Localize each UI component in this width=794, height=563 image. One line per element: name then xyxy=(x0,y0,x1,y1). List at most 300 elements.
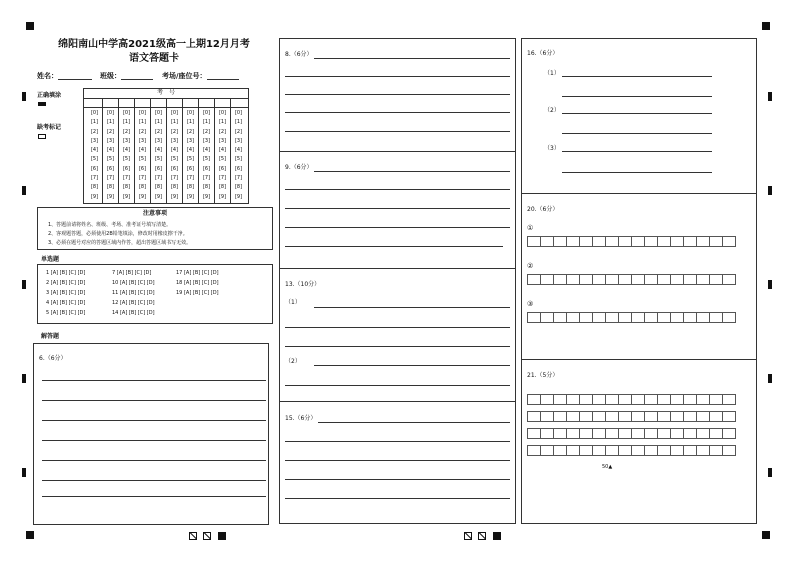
writing-cell[interactable] xyxy=(709,312,723,323)
writing-cell[interactable] xyxy=(618,274,632,285)
absent-mark-box[interactable] xyxy=(38,134,46,139)
exam-digit-bubble[interactable]: [0] xyxy=(170,110,179,116)
exam-digit-bubble[interactable]: [4] xyxy=(154,147,163,154)
writing-cell[interactable] xyxy=(709,428,723,439)
exam-digit-bubble[interactable]: [3] xyxy=(106,137,115,144)
answer-line[interactable] xyxy=(285,498,510,499)
writing-cell[interactable] xyxy=(527,428,541,439)
writing-cell[interactable] xyxy=(579,274,593,285)
writing-cell[interactable] xyxy=(527,411,541,422)
exam-digit-column[interactable] xyxy=(153,109,164,202)
writing-cell[interactable] xyxy=(527,274,541,285)
writing-cell[interactable] xyxy=(618,411,632,422)
writing-cell[interactable] xyxy=(618,428,632,439)
writing-cell[interactable] xyxy=(657,394,671,405)
exam-digit-bubble[interactable]: [0] xyxy=(138,110,147,116)
choice-item[interactable]: 4 [A] [B] [C] [D] xyxy=(46,300,86,306)
writing-cell[interactable] xyxy=(605,394,619,405)
writing-cell[interactable] xyxy=(540,236,554,247)
single-choice-rows[interactable] xyxy=(46,270,271,322)
exam-digit-bubble[interactable]: [4] xyxy=(234,147,243,154)
single-choice-label: 单选题 xyxy=(41,256,60,263)
exam-digit-bubble[interactable]: [8] xyxy=(202,184,211,191)
answer-line[interactable] xyxy=(285,94,510,95)
answer-line[interactable] xyxy=(285,227,510,228)
writing-cell[interactable] xyxy=(683,428,697,439)
exam-digit-bubble[interactable]: [5] xyxy=(90,156,99,163)
writing-cell[interactable] xyxy=(566,411,580,422)
exam-digit-bubble[interactable]: [9] xyxy=(186,193,195,200)
exam-digit-bubble[interactable]: [4] xyxy=(186,147,195,154)
exam-digit-bubble[interactable]: [3] xyxy=(234,137,243,144)
writing-cell[interactable] xyxy=(540,312,554,323)
exam-digit-bubble[interactable]: [1] xyxy=(154,119,163,126)
timing-mark xyxy=(768,468,772,477)
writing-cell[interactable] xyxy=(605,236,619,247)
exam-digit-bubble[interactable]: [7] xyxy=(106,175,115,182)
exam-digit-bubble[interactable]: [7] xyxy=(154,175,163,182)
exam-digit-bubble[interactable]: [1] xyxy=(218,119,227,126)
exam-digit-bubble[interactable]: [9] xyxy=(234,193,243,200)
exam-digit-bubble[interactable]: [5] xyxy=(122,156,131,163)
writing-cell[interactable] xyxy=(553,274,567,285)
exam-digit-bubble[interactable]: [3] xyxy=(170,137,179,144)
q20-grid-3[interactable] xyxy=(527,312,735,323)
writing-cell[interactable] xyxy=(670,445,684,456)
writing-cell[interactable] xyxy=(540,445,554,456)
exam-digit-bubble[interactable]: [3] xyxy=(186,137,195,144)
exam-digit-bubble[interactable]: [1] xyxy=(170,119,179,126)
writing-cell[interactable] xyxy=(605,428,619,439)
writing-cell[interactable] xyxy=(566,312,580,323)
writing-cell[interactable] xyxy=(553,394,567,405)
exam-digit-bubble[interactable]: [7] xyxy=(218,175,227,182)
class-field[interactable] xyxy=(100,72,153,80)
q21-grid-row[interactable] xyxy=(527,445,735,456)
exam-digit-bubble[interactable]: [5] xyxy=(154,156,163,163)
writing-cell[interactable] xyxy=(527,312,541,323)
writing-cell[interactable] xyxy=(540,428,554,439)
exam-digit-column[interactable] xyxy=(121,109,132,202)
grid-divider xyxy=(166,98,167,203)
exam-digit-bubble[interactable]: [7] xyxy=(122,175,131,182)
writing-cell[interactable] xyxy=(592,274,606,285)
exam-number-bubbles[interactable] xyxy=(84,109,248,203)
writing-cell[interactable] xyxy=(566,445,580,456)
exam-digit-bubble[interactable]: [6] xyxy=(234,165,243,172)
writing-cell[interactable] xyxy=(709,411,723,422)
writing-cell[interactable] xyxy=(553,445,567,456)
exam-digit-bubble[interactable]: [4] xyxy=(106,147,115,154)
exam-digit-bubble[interactable]: [3] xyxy=(154,137,163,144)
writing-cell[interactable] xyxy=(553,236,567,247)
writing-cell[interactable] xyxy=(657,411,671,422)
writing-cell[interactable] xyxy=(722,274,736,285)
exam-digit-bubble[interactable]: [8] xyxy=(90,184,99,191)
answer-line[interactable] xyxy=(314,307,510,308)
answer-line[interactable] xyxy=(285,208,510,209)
writing-cell[interactable] xyxy=(670,394,684,405)
middle-column[interactable] xyxy=(279,38,516,524)
answer-line[interactable] xyxy=(285,131,510,132)
exam-digit-bubble[interactable]: [1] xyxy=(202,119,211,126)
writing-cell[interactable] xyxy=(579,411,593,422)
answer-line[interactable] xyxy=(562,151,712,152)
answer-line[interactable] xyxy=(562,113,712,114)
writing-cell[interactable] xyxy=(722,445,736,456)
exam-digit-bubble[interactable]: [9] xyxy=(138,193,147,200)
writing-cell[interactable] xyxy=(605,312,619,323)
answer-line[interactable] xyxy=(285,246,503,247)
writing-cell[interactable] xyxy=(657,428,671,439)
answer-line[interactable] xyxy=(285,460,510,461)
exam-digit-bubble[interactable]: [6] xyxy=(202,165,211,172)
writing-cell[interactable] xyxy=(579,394,593,405)
exam-digit-bubble[interactable]: [0] xyxy=(202,110,211,116)
exam-digit-bubble[interactable]: [0] xyxy=(90,110,99,116)
exam-digit-bubble[interactable]: [3] xyxy=(138,137,147,144)
exam-digit-bubble[interactable]: [5] xyxy=(106,156,115,163)
exam-digit-bubble[interactable]: [5] xyxy=(170,156,179,163)
exam-digit-column[interactable] xyxy=(169,109,180,202)
q6-box[interactable] xyxy=(33,343,269,525)
writing-cell[interactable] xyxy=(527,394,541,405)
exam-digit-bubble[interactable]: [2] xyxy=(170,128,179,135)
writing-cell[interactable] xyxy=(553,411,567,422)
choice-item[interactable]: 2 [A] [B] [C] [D] xyxy=(46,280,86,286)
answer-line[interactable] xyxy=(42,440,266,441)
writing-cell[interactable] xyxy=(683,411,697,422)
exam-digit-column[interactable] xyxy=(217,109,228,202)
writing-cell[interactable] xyxy=(631,394,645,405)
answer-line[interactable] xyxy=(314,171,510,172)
grid-divider xyxy=(198,98,199,203)
answer-line[interactable] xyxy=(42,496,266,497)
answer-line[interactable] xyxy=(562,76,712,77)
exam-digit-bubble[interactable]: [9] xyxy=(90,193,99,200)
choice-item[interactable]: 18 [A] [B] [C] [D] xyxy=(176,280,219,286)
exam-digit-bubble[interactable]: [6] xyxy=(218,165,227,172)
writing-cell[interactable] xyxy=(631,274,645,285)
choice-item[interactable]: 19 [A] [B] [C] [D] xyxy=(176,290,219,296)
exam-digit-bubble[interactable]: [5] xyxy=(186,156,195,163)
writing-cell[interactable] xyxy=(644,236,658,247)
writing-cell[interactable] xyxy=(696,274,710,285)
choice-item[interactable]: 3 [A] [B] [C] [D] xyxy=(46,290,86,296)
exam-digit-bubble[interactable]: [7] xyxy=(186,175,195,182)
answer-line[interactable] xyxy=(42,460,266,461)
exam-digit-column[interactable] xyxy=(233,109,244,202)
name-blank[interactable] xyxy=(58,79,92,80)
exam-digit-bubble[interactable]: [9] xyxy=(170,193,179,200)
exam-digit-bubble[interactable]: [6] xyxy=(170,165,179,172)
choice-item[interactable]: 17 [A] [B] [C] [D] xyxy=(176,270,219,276)
writing-cell[interactable] xyxy=(696,236,710,247)
writing-cell[interactable] xyxy=(670,274,684,285)
exam-digit-bubble[interactable]: [9] xyxy=(218,193,227,200)
writing-cell[interactable] xyxy=(631,411,645,422)
writing-cell[interactable] xyxy=(592,394,606,405)
writing-cell[interactable] xyxy=(592,445,606,456)
choice-item[interactable]: 14 [A] [B] [C] [D] xyxy=(112,310,155,316)
q20-grid-1[interactable] xyxy=(527,236,735,247)
writing-cell[interactable] xyxy=(631,445,645,456)
exam-digit-bubble[interactable]: [7] xyxy=(170,175,179,182)
exam-digit-bubble[interactable]: [3] xyxy=(202,137,211,144)
exam-digit-bubble[interactable]: [1] xyxy=(90,119,99,126)
q21-grid-row[interactable] xyxy=(527,428,735,439)
exam-digit-bubble[interactable]: [8] xyxy=(138,184,147,191)
writing-cell[interactable] xyxy=(683,274,697,285)
writing-cell[interactable] xyxy=(722,428,736,439)
writing-cell[interactable] xyxy=(683,394,697,405)
choice-item[interactable]: 12 [A] [B] [C] [D] xyxy=(112,300,155,306)
exam-digit-bubble[interactable]: [2] xyxy=(106,128,115,135)
answer-line[interactable] xyxy=(285,385,510,386)
q16-part3: （3） xyxy=(544,145,560,152)
writing-cell[interactable] xyxy=(657,445,671,456)
writing-cell[interactable] xyxy=(605,445,619,456)
exam-digit-bubble[interactable]: [8] xyxy=(218,184,227,191)
page-mark-solid xyxy=(218,532,226,540)
answer-line[interactable] xyxy=(562,172,712,173)
exam-digit-bubble[interactable]: [6] xyxy=(106,165,115,172)
writing-cell[interactable] xyxy=(709,394,723,405)
writing-cell[interactable] xyxy=(683,236,697,247)
writing-cell[interactable] xyxy=(605,274,619,285)
exam-digit-bubble[interactable]: [1] xyxy=(138,119,147,126)
exam-digit-bubble[interactable]: [5] xyxy=(218,156,227,163)
writing-cell[interactable] xyxy=(618,236,632,247)
exam-digit-bubble[interactable]: [0] xyxy=(122,110,131,116)
writing-cell[interactable] xyxy=(722,411,736,422)
answer-line[interactable] xyxy=(285,327,510,328)
writing-cell[interactable] xyxy=(657,274,671,285)
writing-cell[interactable] xyxy=(696,394,710,405)
writing-cell[interactable] xyxy=(553,428,567,439)
exam-digit-bubble[interactable]: [5] xyxy=(234,156,243,163)
q20-grid-2[interactable] xyxy=(527,274,735,285)
writing-cell[interactable] xyxy=(696,411,710,422)
writing-cell[interactable] xyxy=(527,236,541,247)
writing-cell[interactable] xyxy=(540,394,554,405)
exam-digit-bubble[interactable]: [2] xyxy=(234,128,243,135)
answer-line[interactable] xyxy=(314,365,510,366)
writing-cell[interactable] xyxy=(670,428,684,439)
writing-cell[interactable] xyxy=(683,312,697,323)
exam-digit-bubble[interactable]: [6] xyxy=(90,165,99,172)
writing-cell[interactable] xyxy=(644,274,658,285)
exam-digit-bubble[interactable]: [6] xyxy=(122,165,131,172)
writing-cell[interactable] xyxy=(618,312,632,323)
exam-digit-bubble[interactable]: [4] xyxy=(218,147,227,154)
choice-item[interactable]: 10 [A] [B] [C] [D] xyxy=(112,280,155,286)
writing-cell[interactable] xyxy=(592,411,606,422)
writing-cell[interactable] xyxy=(683,445,697,456)
writing-cell[interactable] xyxy=(631,428,645,439)
exam-digit-bubble[interactable]: [5] xyxy=(202,156,211,163)
writing-cell[interactable] xyxy=(631,236,645,247)
exam-digit-bubble[interactable]: [2] xyxy=(154,128,163,135)
exam-digit-bubble[interactable]: [8] xyxy=(170,184,179,191)
exam-digit-bubble[interactable]: [8] xyxy=(154,184,163,191)
writing-cell[interactable] xyxy=(644,394,658,405)
exam-digit-column[interactable] xyxy=(89,109,100,202)
exam-digit-column[interactable] xyxy=(185,109,196,202)
exam-digit-bubble[interactable]: [6] xyxy=(186,165,195,172)
writing-cell[interactable] xyxy=(696,312,710,323)
exam-digit-bubble[interactable]: [3] xyxy=(122,137,131,144)
right-column[interactable] xyxy=(521,38,757,524)
class-blank[interactable] xyxy=(121,79,153,80)
exam-digit-bubble[interactable]: [0] xyxy=(106,110,115,116)
writing-cell[interactable] xyxy=(527,445,541,456)
writing-cell[interactable] xyxy=(579,445,593,456)
writing-cell[interactable] xyxy=(579,428,593,439)
exam-digit-column[interactable] xyxy=(105,109,116,202)
writing-cell[interactable] xyxy=(631,312,645,323)
writing-cell[interactable] xyxy=(670,236,684,247)
writing-cell[interactable] xyxy=(592,236,606,247)
writing-cell[interactable] xyxy=(618,445,632,456)
exam-digit-bubble[interactable]: [8] xyxy=(234,184,243,191)
exam-number-grid[interactable] xyxy=(83,88,249,204)
writing-cell[interactable] xyxy=(540,411,554,422)
answer-line[interactable] xyxy=(562,133,712,134)
name-field[interactable] xyxy=(37,72,92,80)
exam-digit-bubble[interactable]: [2] xyxy=(122,128,131,135)
answer-line[interactable] xyxy=(314,58,510,59)
exam-digit-bubble[interactable]: [7] xyxy=(202,175,211,182)
exam-digit-bubble[interactable]: [1] xyxy=(234,119,243,126)
answer-line[interactable] xyxy=(285,189,510,190)
exam-digit-bubble[interactable]: [8] xyxy=(106,184,115,191)
answer-line[interactable] xyxy=(42,420,266,421)
exam-digit-bubble[interactable]: [5] xyxy=(138,156,147,163)
writing-cell[interactable] xyxy=(592,312,606,323)
exam-digit-column[interactable] xyxy=(137,109,148,202)
answer-line[interactable] xyxy=(285,479,510,480)
exam-digit-bubble[interactable]: [1] xyxy=(186,119,195,126)
exam-digit-bubble[interactable]: [0] xyxy=(218,110,227,116)
writing-cell[interactable] xyxy=(657,236,671,247)
exam-digit-bubble[interactable]: [4] xyxy=(138,147,147,154)
writing-cell[interactable] xyxy=(592,428,606,439)
exam-digit-bubble[interactable]: [7] xyxy=(90,175,99,182)
exam-digit-bubble[interactable]: [2] xyxy=(186,128,195,135)
exam-digit-bubble[interactable]: [9] xyxy=(122,193,131,200)
writing-cell[interactable] xyxy=(644,445,658,456)
writing-cell[interactable] xyxy=(696,428,710,439)
section-divider xyxy=(280,268,515,269)
exam-digit-bubble[interactable]: [1] xyxy=(122,119,131,126)
writing-cell[interactable] xyxy=(566,394,580,405)
exam-digit-bubble[interactable]: [2] xyxy=(218,128,227,135)
writing-cell[interactable] xyxy=(644,428,658,439)
answer-line[interactable] xyxy=(42,400,266,401)
choice-item[interactable]: 5 [A] [B] [C] [D] xyxy=(46,310,86,316)
choice-item[interactable]: 11 [A] [B] [C] [D] xyxy=(112,290,155,296)
exam-digit-column[interactable] xyxy=(201,109,212,202)
writing-cell[interactable] xyxy=(657,312,671,323)
writing-cell[interactable] xyxy=(670,312,684,323)
exam-digit-bubble[interactable]: [1] xyxy=(106,119,115,126)
q9-title: 9.（6分） xyxy=(285,164,313,171)
writing-cell[interactable] xyxy=(566,274,580,285)
choice-item[interactable]: 1 [A] [B] [C] [D] xyxy=(46,270,86,276)
exam-digit-bubble[interactable]: [2] xyxy=(90,128,99,135)
writing-cell[interactable] xyxy=(644,312,658,323)
writing-cell[interactable] xyxy=(579,312,593,323)
exam-digit-bubble[interactable]: [4] xyxy=(202,147,211,154)
writing-cell[interactable] xyxy=(722,312,736,323)
seat-field[interactable] xyxy=(162,72,239,80)
exam-digit-bubble[interactable]: [0] xyxy=(154,110,163,116)
writing-cell[interactable] xyxy=(618,394,632,405)
answer-line[interactable] xyxy=(42,380,266,381)
writing-cell[interactable] xyxy=(670,411,684,422)
seat-blank[interactable] xyxy=(207,79,239,80)
exam-digit-bubble[interactable]: [8] xyxy=(122,184,131,191)
writing-cell[interactable] xyxy=(553,312,567,323)
exam-digit-bubble[interactable]: [8] xyxy=(186,184,195,191)
exam-digit-bubble[interactable]: [3] xyxy=(90,137,99,144)
answer-section-label: 解答题 xyxy=(41,333,60,340)
writing-cell[interactable] xyxy=(722,236,736,247)
exam-digit-bubble[interactable]: [9] xyxy=(106,193,115,200)
writing-cell[interactable] xyxy=(709,445,723,456)
exam-digit-bubble[interactable]: [4] xyxy=(90,147,99,154)
exam-digit-bubble[interactable]: [7] xyxy=(234,175,243,182)
writing-cell[interactable] xyxy=(566,428,580,439)
writing-cell[interactable] xyxy=(709,274,723,285)
exam-digit-bubble[interactable]: [7] xyxy=(138,175,147,182)
exam-digit-bubble[interactable]: [4] xyxy=(122,147,131,154)
writing-cell[interactable] xyxy=(722,394,736,405)
writing-cell[interactable] xyxy=(709,236,723,247)
exam-digit-bubble[interactable]: [2] xyxy=(138,128,147,135)
timing-mark xyxy=(22,280,26,289)
answer-line[interactable] xyxy=(285,346,510,347)
answer-line[interactable] xyxy=(285,441,510,442)
name-label: 姓名： xyxy=(37,72,58,80)
exam-digit-bubble[interactable]: [3] xyxy=(218,137,227,144)
exam-digit-bubble[interactable]: [9] xyxy=(154,193,163,200)
exam-digit-bubble[interactable]: [4] xyxy=(170,147,179,154)
answer-line[interactable] xyxy=(285,76,510,77)
writing-cell[interactable] xyxy=(566,236,580,247)
choice-item[interactable]: 7 [A] [B] [C] [D] xyxy=(112,270,152,276)
exam-digit-bubble[interactable]: [6] xyxy=(138,165,147,172)
exam-digit-bubble[interactable]: [0] xyxy=(234,110,243,116)
writing-cell[interactable] xyxy=(696,445,710,456)
writing-cell[interactable] xyxy=(579,236,593,247)
answer-line[interactable] xyxy=(285,112,510,113)
writing-cell[interactable] xyxy=(605,411,619,422)
exam-digit-bubble[interactable]: [0] xyxy=(186,110,195,116)
q21-grid-row[interactable] xyxy=(527,394,735,405)
exam-digit-bubble[interactable]: [2] xyxy=(202,128,211,135)
exam-digit-bubble[interactable]: [6] xyxy=(154,165,163,172)
answer-line[interactable] xyxy=(562,96,712,97)
single-choice-box[interactable] xyxy=(37,264,273,324)
writing-cell[interactable] xyxy=(644,411,658,422)
exam-digit-bubble[interactable]: [9] xyxy=(202,193,211,200)
answer-line[interactable] xyxy=(318,422,510,423)
answer-line[interactable] xyxy=(42,480,266,481)
q21-grid-row[interactable] xyxy=(527,411,735,422)
writing-cell[interactable] xyxy=(540,274,554,285)
